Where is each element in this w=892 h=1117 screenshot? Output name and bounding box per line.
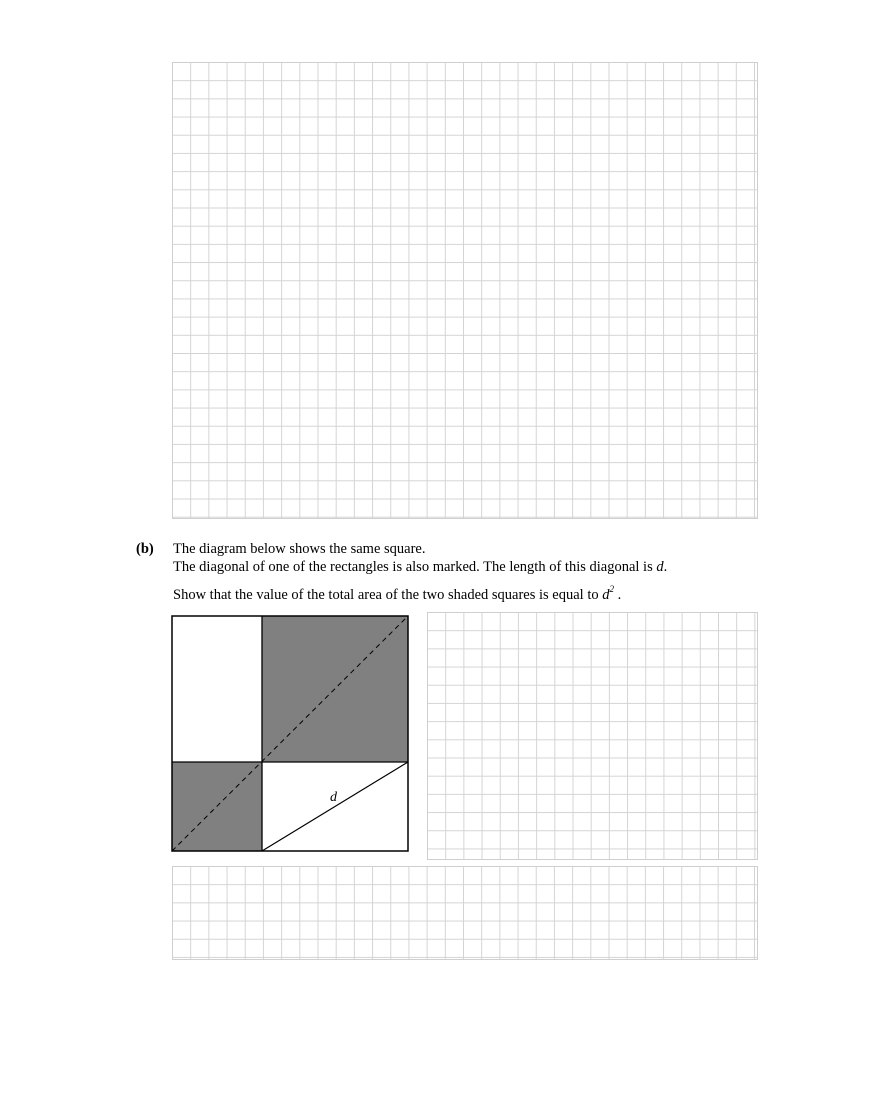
variable-d: d: [656, 559, 664, 575]
working-grid-top: [172, 62, 758, 519]
variable-d-squared: [602, 584, 614, 603]
question-line-3-end: .: [614, 587, 622, 603]
question-line-1: [173, 541, 425, 558]
square-diagram: [171, 615, 411, 855]
variable-d-base: d: [602, 587, 610, 603]
question-line-2: [173, 559, 667, 576]
diagonal-label-d: d: [330, 790, 337, 805]
part-label: (b): [136, 541, 154, 557]
question-line-1-text: The diagram below shows the same square.: [173, 541, 426, 557]
question-line-2-text: The diagonal of one of the rectangles is also marked. The length of this diagonal is: [173, 559, 657, 575]
exponent: 2: [609, 584, 614, 594]
working-grid-bottom: [172, 866, 758, 960]
question-line-3-text: Show that the value of the total area of the two shaded squares is equal to: [173, 587, 603, 603]
question-line-3: [173, 584, 622, 604]
working-grid-right: [427, 612, 758, 860]
question-line-2-end: .: [663, 559, 668, 575]
